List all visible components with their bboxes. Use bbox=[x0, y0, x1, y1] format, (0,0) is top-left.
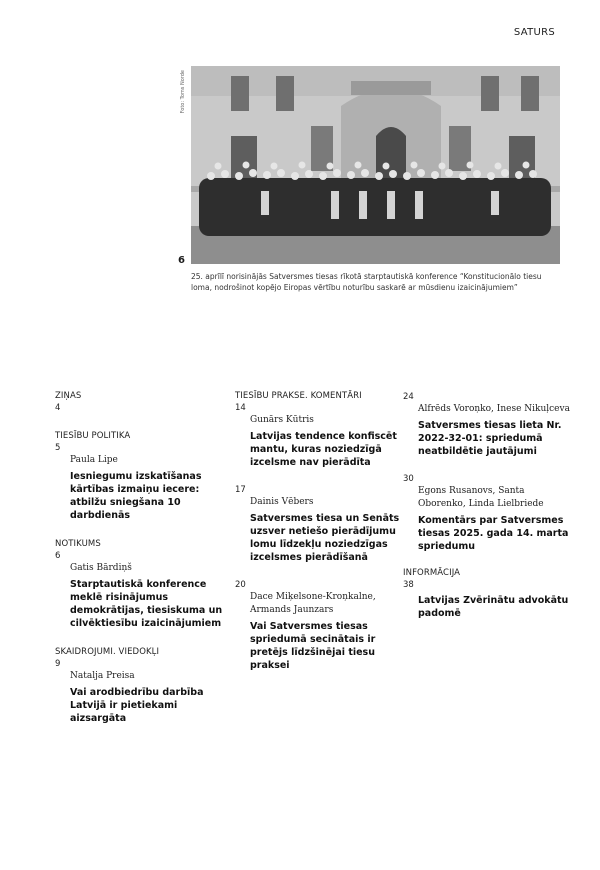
page-number: 9 bbox=[55, 659, 61, 669]
toc-section bbox=[403, 568, 573, 620]
page-number: 24 bbox=[403, 392, 414, 402]
page-number: 4 bbox=[55, 403, 61, 413]
article-author: Gunārs Kūtris bbox=[250, 415, 314, 425]
page-number: 17 bbox=[235, 485, 246, 495]
article-author: Egons Rusanovs, Santa Oborenko, Linda Lielbriede bbox=[418, 486, 544, 509]
photo-credit: Foto: Toms Norde bbox=[180, 70, 186, 114]
toc-entry bbox=[403, 473, 573, 553]
article-author: Alfrēds Voroņko, Inese Nikuļceva bbox=[418, 404, 570, 414]
toc-entry bbox=[235, 484, 405, 564]
section-title: SKAIDROJUMI. VIEDOKĻI bbox=[55, 647, 160, 657]
article-author: Gatis Bārdiņš bbox=[70, 563, 132, 573]
toc-column-3 bbox=[403, 391, 573, 637]
section-title: TIESĪBU PRAKSE. KOMENTĀRI bbox=[235, 391, 362, 401]
article-author: Paula Lipe bbox=[70, 455, 118, 465]
toc-section bbox=[55, 391, 225, 414]
article-title[interactable]: Latvijas tendence konfiscēt mantu, kuras noziedzīgā izcelsme nav pierādīta bbox=[250, 431, 397, 468]
section-title: TIESĪBU POLITIKA bbox=[55, 431, 131, 441]
toc-entry bbox=[235, 402, 405, 469]
toc-section bbox=[55, 431, 225, 522]
running-header: SATURS bbox=[513, 27, 555, 38]
page-number: 14 bbox=[235, 403, 246, 413]
toc-section bbox=[55, 539, 225, 630]
section-title: INFORMĀCIJA bbox=[403, 568, 461, 578]
page-number: 20 bbox=[235, 580, 246, 590]
section-title: NOTIKUMS bbox=[55, 539, 101, 549]
article-title[interactable]: Komentārs par Satversmes tiesas 2025. gada 14. marta spriedumu bbox=[418, 515, 569, 552]
article-title[interactable]: Latvijas Zvērinātu advokātu padomē bbox=[418, 595, 569, 619]
page-number: 6 bbox=[55, 551, 61, 561]
article-title[interactable]: Satversmes tiesa un Senāts uzsver netiešo pierādījumu lomu līdzekļu noziedzīgas izcelsmes pierādīšanā bbox=[250, 513, 400, 563]
page-number: 30 bbox=[403, 474, 414, 484]
toc-entry bbox=[403, 391, 573, 458]
article-author: Dainis Vēbers bbox=[250, 497, 314, 507]
photo-caption: 25. aprīlī norisinājās Satversmes tiesas rīkotā starptautiskā konference “Konstitucionālo tiesu loma, nodrošinot kopējo Eiropas vērtību noturību saskarē ar mūsdienu izaicinājumiem” bbox=[191, 272, 542, 292]
group-photo bbox=[191, 66, 560, 264]
toc-column-2 bbox=[235, 391, 405, 687]
article-author: Dace Miķelsone-Kroņkalne, Armands Jaunzars bbox=[250, 592, 376, 615]
article-author: Natalja Preisa bbox=[70, 671, 135, 681]
toc-entry bbox=[235, 579, 405, 672]
toc-section bbox=[55, 647, 225, 725]
article-title[interactable]: Vai Satversmes tiesas spriedumā secinātais ir pretējs līdzšinējai tiesu praksei bbox=[250, 621, 376, 671]
article-title[interactable]: Vai arodbiedrību darbība Latvijā ir pietiekami aizsargāta bbox=[70, 687, 204, 724]
photo-page-number: 6 bbox=[178, 255, 185, 266]
article-title[interactable]: Starptautiskā konference meklē risinājumus demokrātijas, tiesiskuma un cilvēktiesību izaicinājumiem bbox=[70, 579, 223, 629]
article-title[interactable]: Satversmes tiesas lieta Nr. 2022-32-01: spriedumā neatbildētie jautājumi bbox=[418, 420, 562, 457]
page-number: 5 bbox=[55, 443, 61, 453]
toc-column-1 bbox=[55, 391, 225, 742]
article-title[interactable]: Iesniegumu izskatīšanas kārtības izmaiņu iecere: atbilžu sniegšana 10 darbdienās bbox=[70, 471, 202, 521]
page-number: 38 bbox=[403, 580, 414, 590]
section-title: ZIŅAS bbox=[55, 391, 82, 401]
